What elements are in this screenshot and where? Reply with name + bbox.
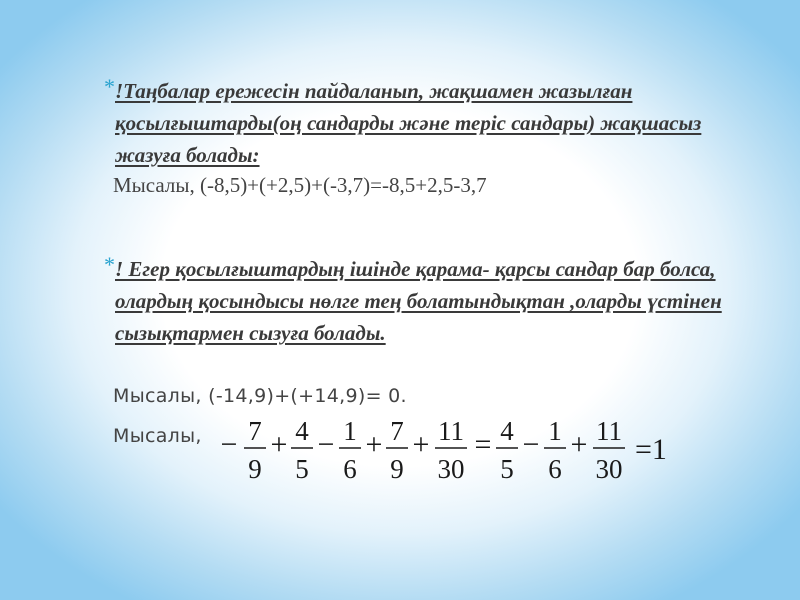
- fraction-5: [435, 416, 467, 484]
- op-minus: −: [317, 428, 335, 461]
- denominator: 30: [437, 454, 465, 484]
- example-1: Мысалы, (-8,5)+(+2,5)+(-3,7)=-8,5+2,5-3,7: [113, 173, 487, 197]
- rule-1-text: !Таңбалар ережесін пайдаланып, жақшамен жазылған қосылғыштарды(оң сандарды және теріс сандары) жақшасыз жазуға болады:: [115, 79, 702, 167]
- bullet-star-icon: *: [104, 74, 115, 99]
- op-plus: +: [365, 428, 383, 461]
- denominator: 9: [248, 454, 262, 484]
- result-equals-one: =1: [635, 433, 667, 466]
- denominator: 6: [343, 454, 357, 484]
- denominator: 5: [500, 454, 514, 484]
- op-plus: +: [570, 428, 588, 461]
- numerator: 11: [596, 416, 622, 446]
- numerator: 7: [390, 416, 404, 446]
- denominator: 6: [548, 454, 562, 484]
- op-plus: +: [412, 428, 430, 461]
- example-3-label: Мысалы,: [113, 425, 202, 447]
- denominator: 30: [595, 454, 623, 484]
- numerator: 1: [548, 416, 562, 446]
- fraction-equation: [215, 412, 695, 487]
- op-minus: −: [522, 428, 540, 461]
- fraction-2: [291, 416, 313, 484]
- numerator: 11: [438, 416, 464, 446]
- fraction-7: [544, 416, 566, 484]
- op-equals: =: [474, 428, 492, 461]
- fraction-8: [593, 416, 625, 484]
- fraction-6: [496, 416, 518, 484]
- rule-1: [104, 74, 725, 171]
- example-2: Мысалы, (-14,9)+(+14,9)= 0.: [113, 385, 407, 407]
- fraction-1: [244, 416, 266, 484]
- rule-2: [104, 252, 725, 349]
- bullet-star-icon: *: [104, 252, 115, 277]
- op-minus: −: [220, 428, 238, 461]
- numerator: 4: [295, 416, 309, 446]
- numerator: 4: [500, 416, 514, 446]
- denominator: 5: [295, 454, 309, 484]
- op-plus: +: [270, 428, 288, 461]
- numerator: 7: [248, 416, 262, 446]
- rule-2-text: ! Егер қосылғыштардың ішінде қарама- қарсы сандар бар болса, олардың қосындысы нөлге тең болатындықтан ,оларды үстінен сызықтармен сызуға болады.: [115, 257, 722, 345]
- numerator: 1: [343, 416, 357, 446]
- denominator: 9: [390, 454, 404, 484]
- fraction-4: [386, 416, 408, 484]
- fraction-3: [339, 416, 361, 484]
